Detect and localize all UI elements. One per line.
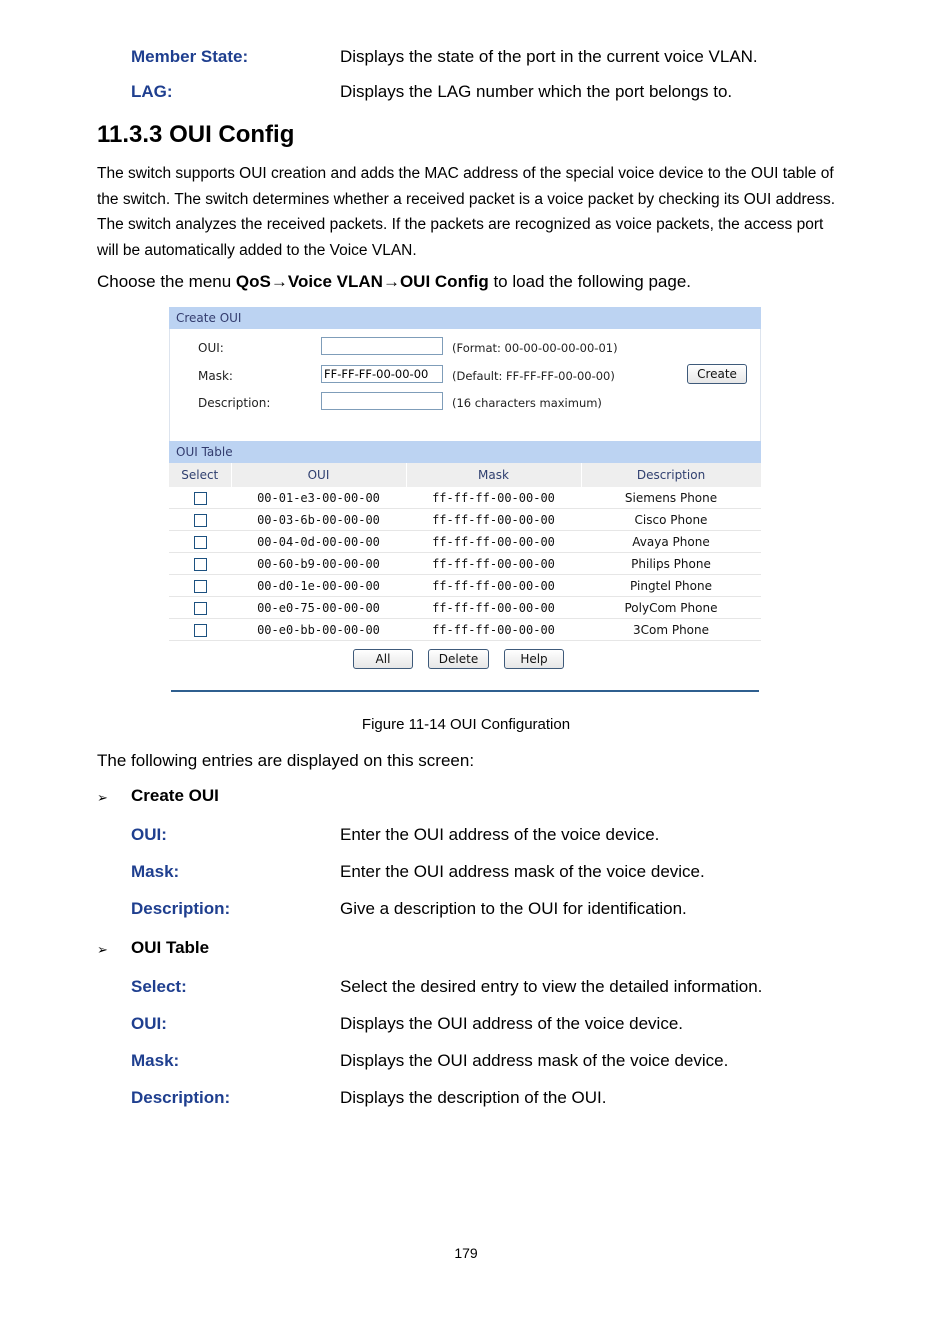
term-mask: Mask:: [131, 862, 180, 881]
row-description: Avaya Phone: [581, 531, 761, 553]
oui-config-figure: [169, 307, 761, 695]
row-select-checkbox[interactable]: [194, 624, 207, 637]
desc-oui: Enter the OUI address of the voice device.: [340, 825, 660, 844]
row-description: Philips Phone: [581, 553, 761, 575]
term-member-state: Member State:: [131, 47, 249, 66]
description-label: Description:: [198, 396, 271, 410]
desc-select: Select the desired entry to view the detailed information.: [340, 977, 763, 996]
table-row: [169, 575, 761, 597]
intro-paragraph: The switch supports OUI creation and adds the MAC address of the special voice device to the OUI table of the switch. The switch determines whether a received packet is a voice packet by checking its OUI address. The switch analyzes the received packets. If the packets are recognized as voice packets, the access port will be automatically added to the Voice VLAN.: [97, 165, 836, 259]
description-limit-hint: (16 characters maximum): [452, 396, 602, 410]
row-select-checkbox[interactable]: [194, 492, 207, 505]
term-description: Description:: [131, 899, 231, 918]
desc-mask-table: Displays the OUI address mask of the voice device.: [340, 1051, 729, 1070]
row-mask: ff-ff-ff-00-00-00: [406, 597, 581, 619]
term-mask-table: Mask:: [131, 1051, 180, 1070]
oui-label: OUI:: [198, 341, 224, 355]
row-description: 3Com Phone: [581, 619, 761, 641]
row-oui: 00-d0-1e-00-00-00: [231, 575, 406, 597]
entries-intro: The following entries are displayed on this screen:: [97, 751, 475, 770]
row-select-checkbox[interactable]: [194, 536, 207, 549]
menu-prefix: Choose the menu: [97, 272, 236, 291]
table-row: [169, 531, 761, 553]
row-description: PolyCom Phone: [581, 597, 761, 619]
row-mask: ff-ff-ff-00-00-00: [406, 509, 581, 531]
menu-path: QoS→Voice VLAN→OUI Config: [235, 272, 489, 291]
row-oui: 00-e0-bb-00-00-00: [231, 619, 406, 641]
row-oui: 00-04-0d-00-00-00: [231, 531, 406, 553]
row-oui: 00-01-e3-00-00-00: [231, 487, 406, 509]
row-select-checkbox[interactable]: [194, 514, 207, 527]
row-oui: 00-03-6b-00-00-00: [231, 509, 406, 531]
row-description: Cisco Phone: [581, 509, 761, 531]
row-mask: ff-ff-ff-00-00-00: [406, 553, 581, 575]
oui-table-header: OUI Table: [169, 441, 761, 463]
term-description-table: Description:: [131, 1088, 231, 1107]
group-title-create-oui: Create OUI: [131, 786, 219, 805]
table-button-bar: [169, 641, 761, 687]
delete-button[interactable]: Delete: [428, 649, 489, 669]
term-oui-table: OUI:: [131, 1014, 167, 1033]
row-select-checkbox[interactable]: [194, 580, 207, 593]
oui-input[interactable]: [321, 337, 443, 355]
oui-format-hint: (Format: 00-00-00-00-00-01): [452, 341, 618, 355]
col-description: Description: [581, 463, 761, 487]
mask-default-hint: (Default: FF-FF-FF-00-00-00): [452, 369, 615, 383]
oui-table: [169, 463, 762, 641]
create-oui-panel: [169, 329, 761, 441]
row-mask: ff-ff-ff-00-00-00: [406, 531, 581, 553]
mask-label: Mask:: [198, 369, 233, 383]
page-number: 179: [454, 1245, 478, 1261]
all-button[interactable]: All: [353, 649, 413, 669]
figure-bottom-rule: [171, 690, 759, 692]
row-mask: ff-ff-ff-00-00-00: [406, 619, 581, 641]
table-row: [169, 509, 761, 531]
section-heading: 11.3.3 OUI Config: [97, 121, 295, 148]
term-select: Select:: [131, 977, 187, 996]
desc-mask: Enter the OUI address mask of the voice device.: [340, 862, 705, 881]
col-select: Select: [169, 463, 231, 487]
oui-table-head-row: [169, 463, 761, 487]
menu-instruction: [97, 272, 691, 292]
help-button[interactable]: Help: [504, 649, 564, 669]
desc-lag: Displays the LAG number which the port belongs to.: [340, 82, 733, 101]
create-oui-header: Create OUI: [169, 307, 761, 329]
create-button[interactable]: Create: [687, 364, 747, 384]
group-title-oui-table: OUI Table: [131, 938, 210, 957]
row-select-checkbox[interactable]: [194, 558, 207, 571]
row-oui: 00-e0-75-00-00-00: [231, 597, 406, 619]
table-row: [169, 619, 761, 641]
bullet-arrow-icon: ➢: [97, 790, 108, 805]
menu-suffix: to load the following page.: [488, 272, 691, 291]
desc-member-state: Displays the state of the port in the current voice VLAN.: [340, 47, 758, 66]
term-lag: LAG:: [131, 82, 173, 101]
row-mask: ff-ff-ff-00-00-00: [406, 487, 581, 509]
row-description: Pingtel Phone: [581, 575, 761, 597]
bullet-arrow-icon: ➢: [97, 942, 108, 957]
mask-input[interactable]: [321, 365, 443, 383]
desc-description: Give a description to the OUI for identification.: [340, 899, 687, 918]
table-row: [169, 553, 761, 575]
table-row: [169, 597, 761, 619]
table-row: [169, 487, 761, 509]
row-description: Siemens Phone: [581, 487, 761, 509]
desc-oui-table: Displays the OUI address of the voice device.: [340, 1014, 683, 1033]
row-mask: ff-ff-ff-00-00-00: [406, 575, 581, 597]
term-oui: OUI:: [131, 825, 167, 844]
row-select-checkbox[interactable]: [194, 602, 207, 615]
col-oui: OUI: [231, 463, 406, 487]
row-oui: 00-60-b9-00-00-00: [231, 553, 406, 575]
col-mask: Mask: [406, 463, 581, 487]
figure-caption: Figure 11-14 OUI Configuration: [361, 716, 571, 733]
desc-description-table: Displays the description of the OUI.: [340, 1088, 607, 1107]
description-input[interactable]: [321, 392, 443, 410]
